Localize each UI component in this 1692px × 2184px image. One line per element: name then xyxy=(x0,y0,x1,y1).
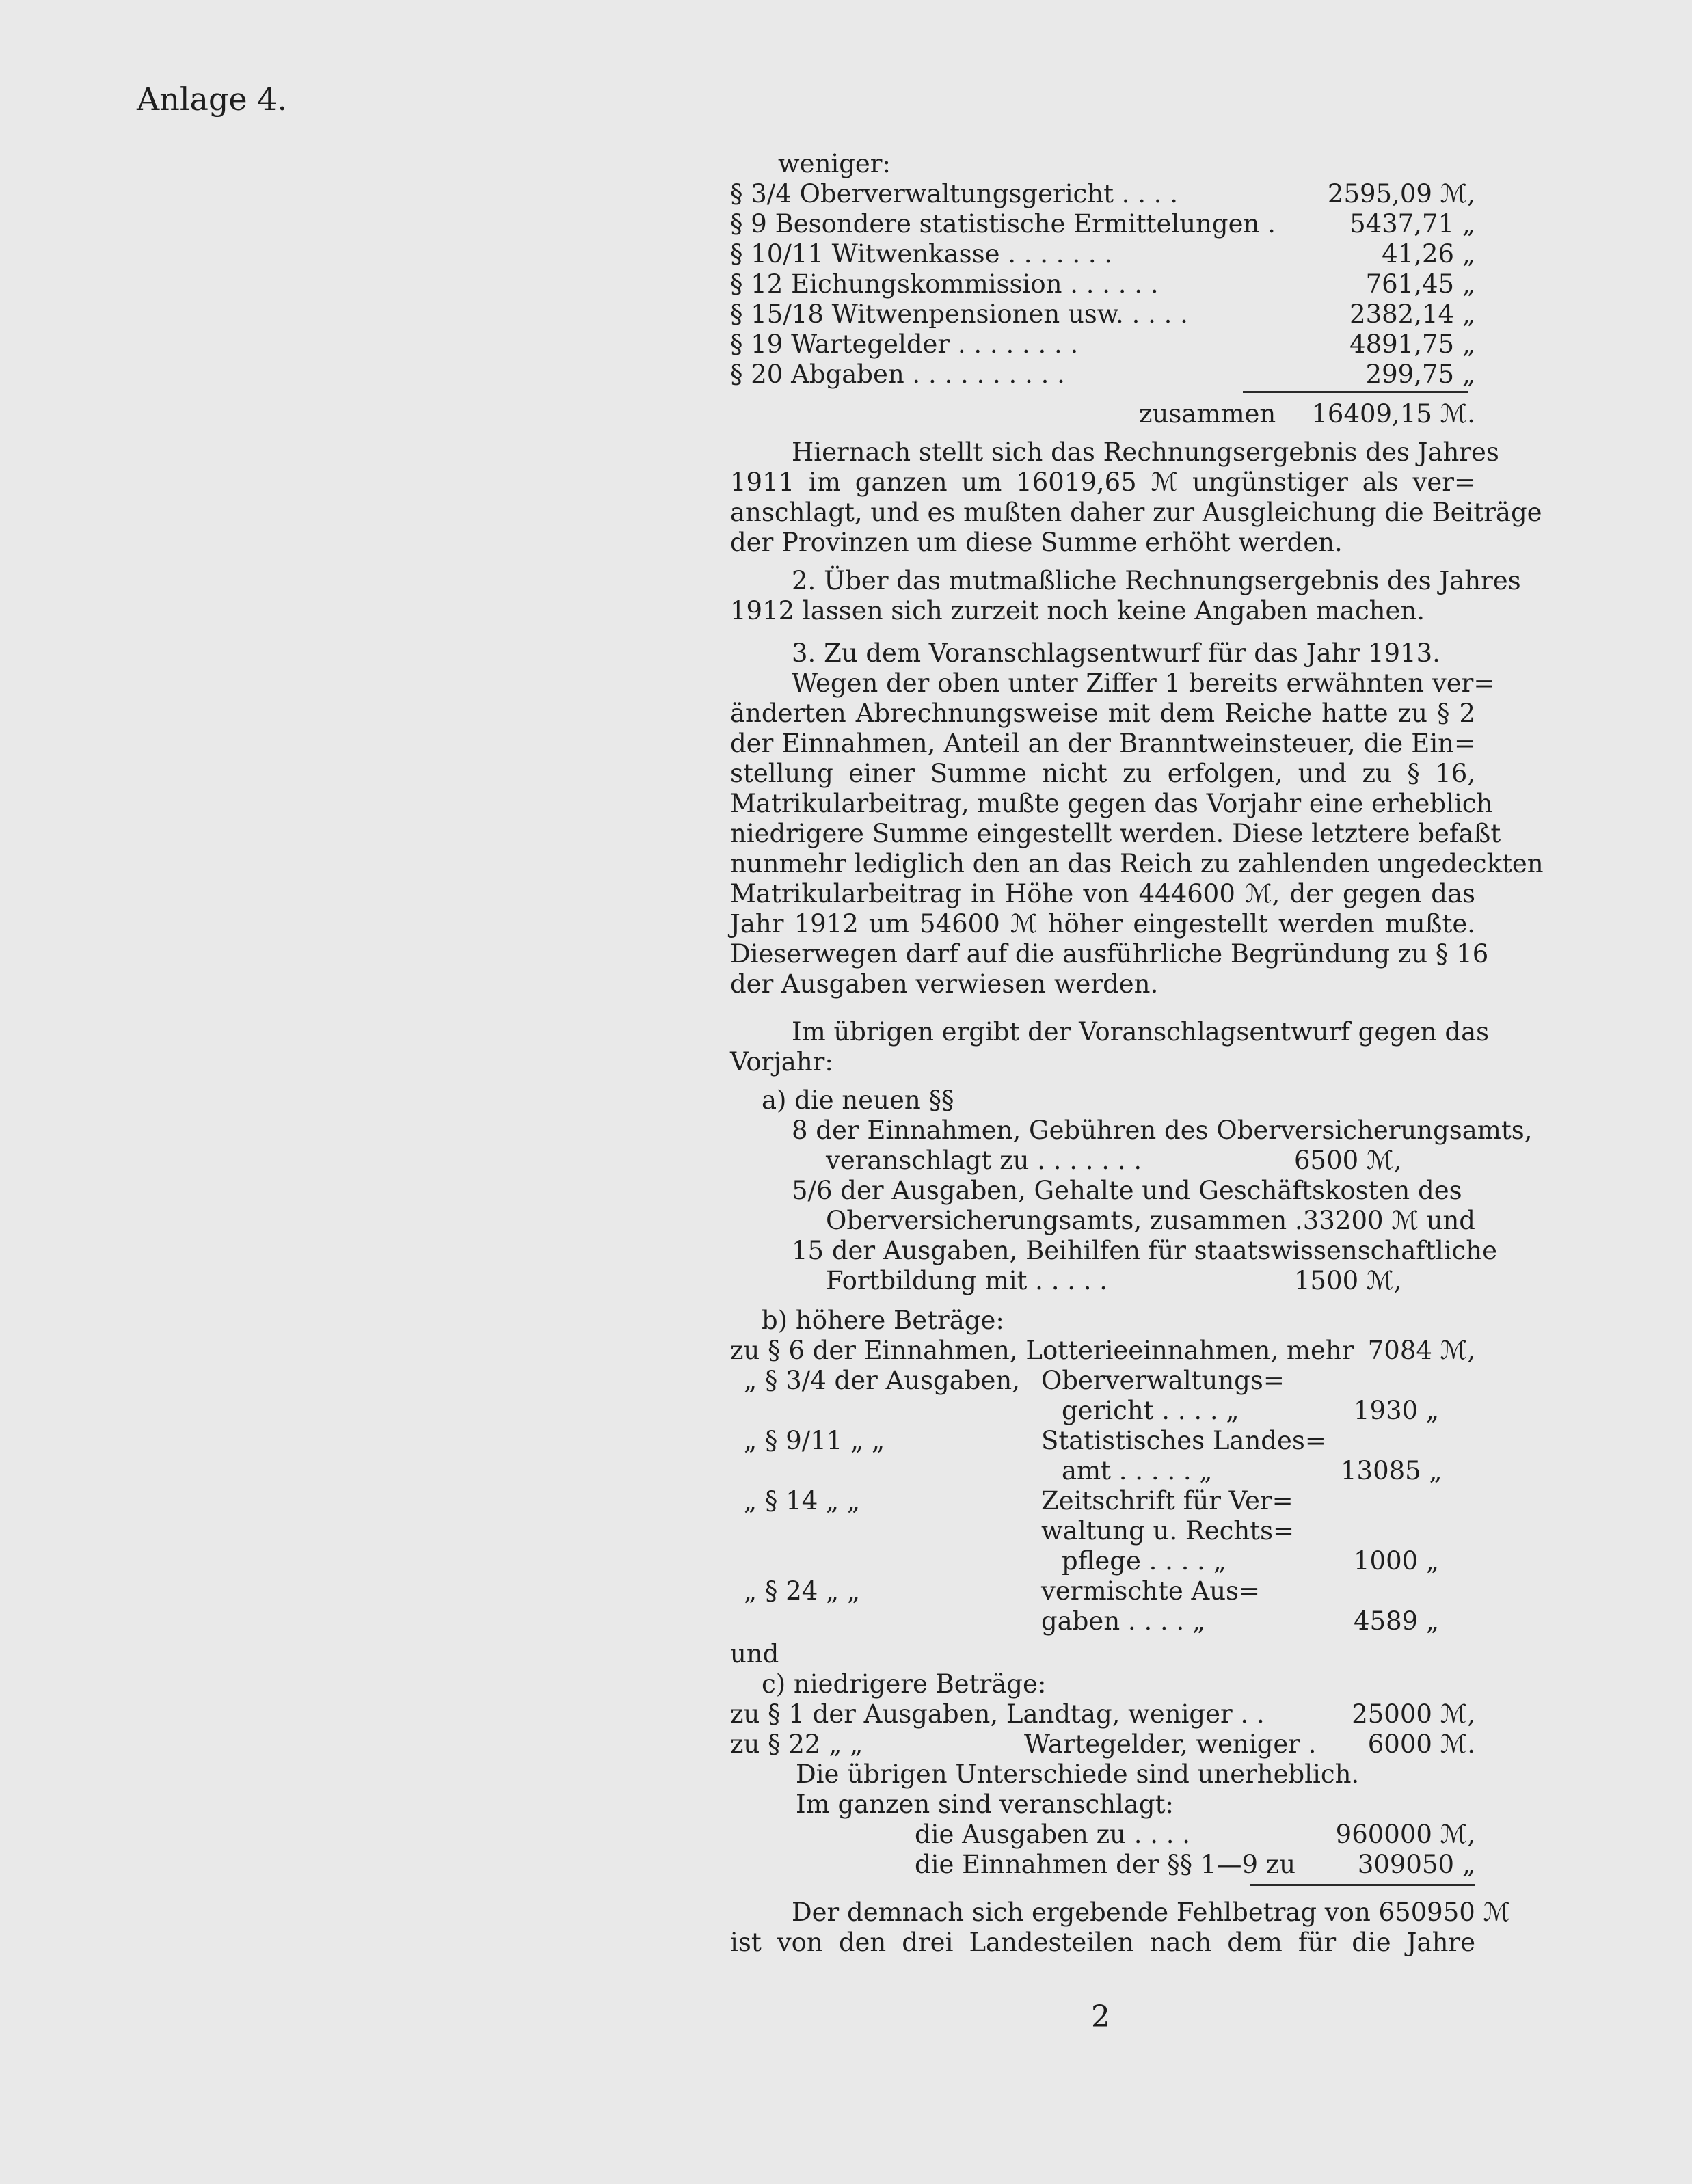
section-b-prefix: „ § 14 „ „ xyxy=(744,1486,861,1515)
section-b-row: gaben . . . . „ 4589 „ xyxy=(1041,1606,1440,1636)
section-a-line: 15 der Ausgaben, Beihilfen für staatswissenschaftliche xyxy=(792,1236,1497,1265)
section-a-line: veranschlagt zu . . . . . . . 6500 ℳ, xyxy=(826,1146,1402,1175)
section-b-row: pflege . . . . „ 1000 „ xyxy=(1062,1546,1440,1576)
section-b-label: b) höhere Beträge: xyxy=(762,1306,1004,1335)
less-item: § 20 Abgaben . . . . . . . . . . 299,75 „ xyxy=(730,360,1475,389)
less-total: zusammen 16409,15 ℳ. xyxy=(1139,399,1475,429)
paragraph-2: 2. Über das mutmaßliche Rechnungsergebnis des Jahres 1912 lassen sich zurzeit noch keine Angaben machen. xyxy=(730,566,1521,625)
less-item: § 15/18 Witwenpensionen usw. . . . . 2382,14 „ xyxy=(730,299,1475,329)
final-paragraph: Der demnach sich ergebende Fehlbetrag von 650950 ℳ ist von den drei Landesteilen nach dem für die Jahre xyxy=(730,1898,1511,1957)
less-item: § 9 Besondere statistische Ermittelungen . 5437,71 „ xyxy=(730,209,1475,239)
connector-und: und xyxy=(730,1639,779,1669)
less-item: § 10/11 Witwenkasse . . . . . . . 41,26 „ xyxy=(730,239,1475,269)
paragraph-4: Im übrigen ergibt der Voranschlagsentwurf gegen das Vorjahr: xyxy=(730,1017,1490,1077)
section-b-row: amt . . . . . „ 13085 „ xyxy=(1062,1456,1442,1485)
section-a-line: Oberversicherungsamts, zusammen . 33200 ℳ und xyxy=(826,1206,1475,1235)
less-item: § 3/4 Oberverwaltungsgericht . . . . 2595,09 ℳ, xyxy=(730,179,1475,208)
main-column xyxy=(730,0,1544,1982)
section-b-desc: vermischte Aus= xyxy=(1041,1576,1261,1606)
paragraph-1: Hiernach stellt sich das Rechnungsergebnis des Jahres 1911 im ganzen um 16019,65 ℳ ungünstiger als ver= anschlagt, und es mußten daher zur Ausgleichung die Beiträge der Provinzen um diese Summe erhöht werden. xyxy=(730,437,1542,557)
sum-rule xyxy=(1250,1884,1475,1886)
sum-rule xyxy=(1243,391,1468,393)
other-differences: Die übrigen Unterschiede sind unerheblich. xyxy=(796,1760,1360,1789)
section-c-row: zu § 1 der Ausgaben, Landtag, weniger . . 25000 ℳ, xyxy=(730,1699,1475,1729)
section-b-desc: waltung u. Rechts= xyxy=(1041,1516,1295,1546)
section-b-desc: Statistisches Landes= xyxy=(1041,1426,1326,1455)
paragraph-3: Wegen der oben unter Ziffer 1 bereits erwähnten ver= änderten Abrechnungsweise mit dem Reiche hatte zu § 2 der Einnahmen, Anteil an der Branntweinsteuer, die Ein= stellung einer Summe nicht zu erfolgen, und zu § 16, Matrikularbeitrag, mußte gegen das Vorjahr eine erheblich niedrigere Summe eingestellt werden. Diese letztere befaßt nunmehr lediglich den an das Reich zu zahlenden ungedeckten Matrikularbeitrag in Höhe von 444600 ℳ, der gegen das Jahr 1912 um 54600 ℳ höher eingestellt werden mußte. Dieserwegen darf auf die ausführliche Begründung zu § 16 der Ausgaben verwiesen werden. xyxy=(730,669,1544,999)
expenses-row: die Ausgaben zu . . . . 960000 ℳ, xyxy=(915,1820,1475,1849)
section-a-line: 5/6 der Ausgaben, Gehalte und Geschäftskosten des xyxy=(792,1176,1462,1205)
section-b-row: gericht . . . . „ 1930 „ xyxy=(1062,1396,1440,1425)
section-a-label: a) die neuen §§ xyxy=(762,1086,954,1115)
paragraph-3-heading: 3. Zu dem Voranschlagsentwurf für das Jahr 1913. xyxy=(792,638,1440,668)
section-b-desc: Zeitschrift für Ver= xyxy=(1041,1486,1293,1515)
section-c-row: zu § 22 „ „ Wartegelder, weniger . 6000 ℳ. xyxy=(730,1729,1475,1759)
annex-label: Anlage 4. xyxy=(137,81,288,118)
section-a-line: Fortbildung mit . . . . . 1500 ℳ, xyxy=(826,1266,1402,1295)
section-b-prefix: „ § 24 „ „ xyxy=(744,1576,861,1606)
section-c-label: c) niedrigere Beträge: xyxy=(762,1669,1047,1699)
less-item: § 19 Wartegelder . . . . . . . . 4891,75 „ xyxy=(730,329,1475,359)
less-label: weniger: xyxy=(778,149,891,178)
section-b-row: zu § 6 der Einnahmen, Lotterieeinnahmen, mehr 7084 ℳ, xyxy=(730,1336,1475,1365)
section-b-desc: Oberverwaltungs= xyxy=(1041,1366,1285,1395)
less-item: § 12 Eichungskommission . . . . . . 761,45 „ xyxy=(730,269,1475,299)
total-label: Im ganzen sind veranschlagt: xyxy=(796,1790,1174,1819)
income-row: die Einnahmen der §§ 1—9 zu 309050 „ xyxy=(915,1850,1475,1879)
section-b-prefix: „ § 9/11 „ „ xyxy=(744,1426,885,1455)
page-number: 2 xyxy=(1091,1999,1110,2034)
section-a-line: 8 der Einnahmen, Gebühren des Oberversicherungsamts, xyxy=(792,1116,1533,1145)
section-b-prefix: „ § 3/4 der Ausgaben, xyxy=(744,1366,1020,1395)
